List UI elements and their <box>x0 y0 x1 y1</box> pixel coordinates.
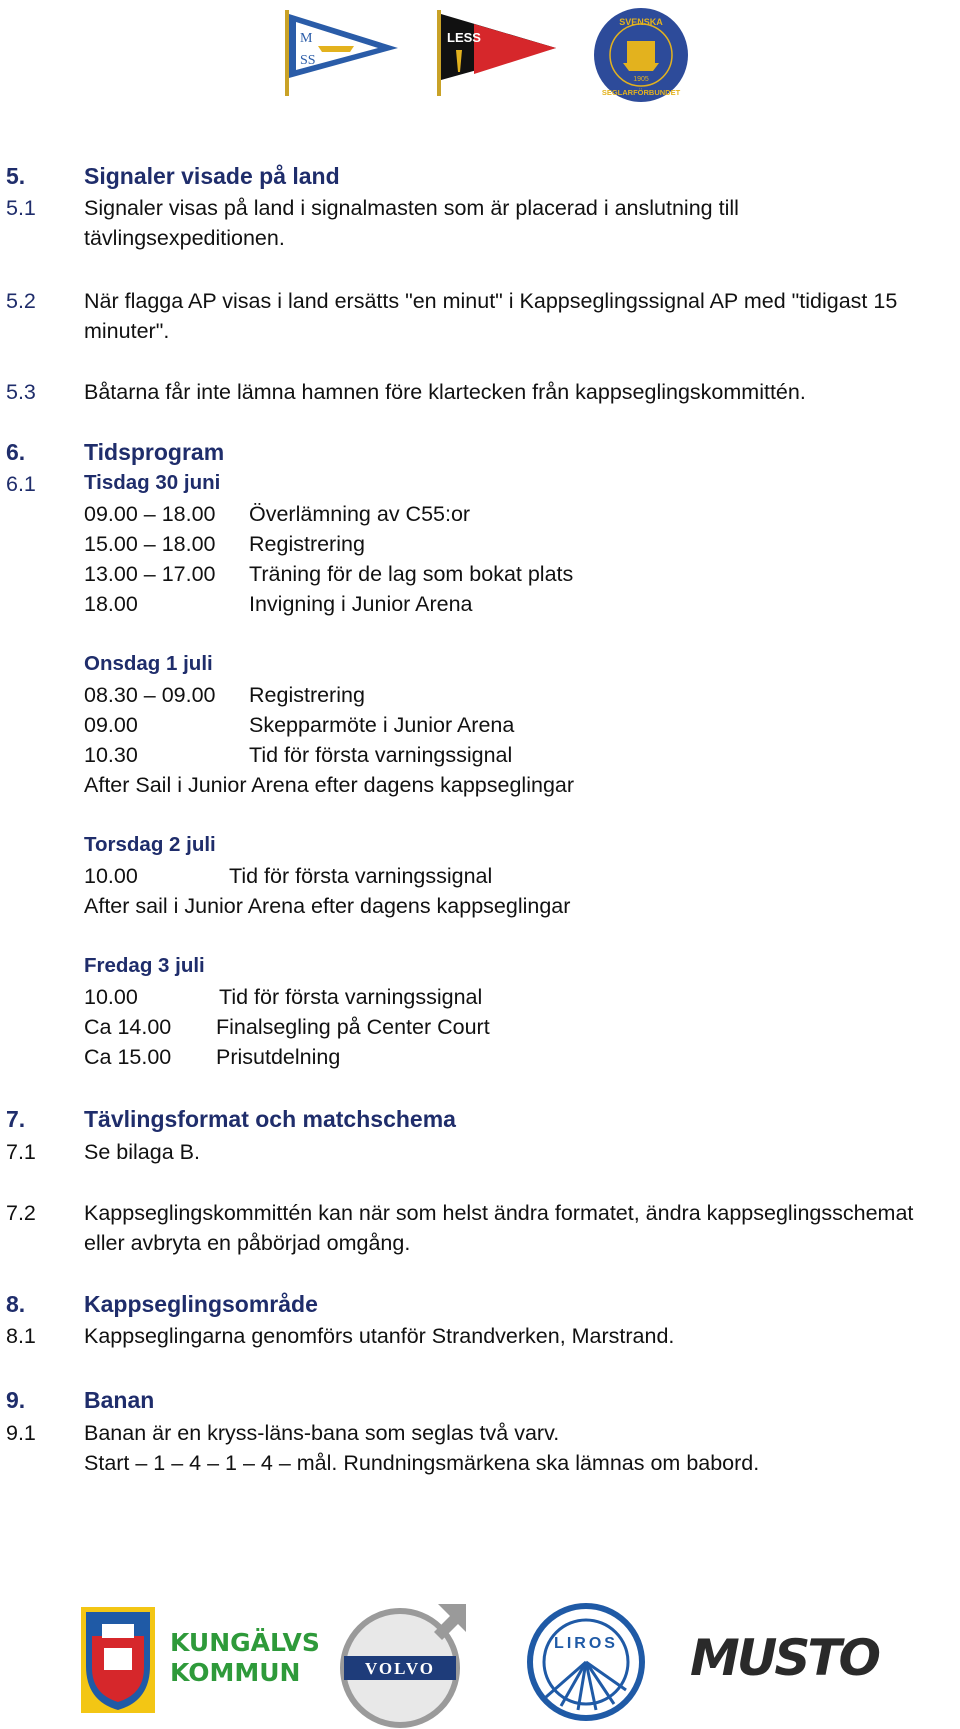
schedule-time: 08.30 – 09.00 <box>84 683 216 707</box>
schedule-activity: Tid för första varningssignal <box>249 743 513 767</box>
section-title: Banan <box>84 1387 155 1413</box>
svg-text:SS: SS <box>300 53 316 68</box>
schedule-activity: Finalsegling på Center Court <box>216 1015 490 1039</box>
day-heading: Torsdag 2 juli <box>84 833 216 856</box>
schedule-time: 13.00 – 17.00 <box>84 562 216 586</box>
less-burgee-logo <box>434 8 560 98</box>
volvo-logo <box>338 1602 468 1728</box>
liros-logo <box>526 1602 646 1722</box>
section-title: Tidsprogram <box>84 439 225 465</box>
less-burgee-text: LESS <box>447 30 481 45</box>
item-number: 8.1 <box>6 1324 36 1348</box>
schedule-time: 10.00 <box>84 864 138 888</box>
schedule-activity: Tid för första varningssignal <box>219 985 483 1009</box>
item-number: 5.2 <box>6 289 36 313</box>
schedule-activity: Invigning i Junior Arena <box>249 592 473 616</box>
section-title: Kappseglingsområde <box>84 1291 318 1317</box>
mss-burgee-text: M <box>300 31 313 46</box>
schedule-time: 09.00 – 18.00 <box>84 502 216 526</box>
section-number: 6. <box>6 439 26 465</box>
item-text: Kappseglingarna genomförs utanför Strandverken, Marstrand. <box>84 1324 675 1348</box>
schedule-time: 10.30 <box>84 743 138 767</box>
musto-logo: MUSTO <box>690 1629 878 1687</box>
day-heading: Tisdag 30 juni <box>84 471 221 494</box>
item-number: 6.1 <box>6 472 36 496</box>
day-heading: Fredag 3 juli <box>84 954 205 977</box>
item-text: minuter". <box>84 319 170 343</box>
header-logos <box>0 0 960 110</box>
section-title: Signaler visade på land <box>84 163 340 189</box>
kungalv-coat-of-arms <box>80 1606 156 1714</box>
schedule-activity: Registrering <box>249 532 365 556</box>
schedule-time: Ca 15.00 <box>84 1045 172 1069</box>
schedule-time: Ca 14.00 <box>84 1015 172 1039</box>
item-text: tävlingsexpeditionen. <box>84 226 285 250</box>
schedule-note: After Sail i Junior Arena efter dagens kappseglingar <box>84 773 575 797</box>
item-text: Båtarna får inte lämna hamnen före klartecken från kappseglingskommittén. <box>84 380 806 404</box>
kungalv-line1: KUNGÄLVS <box>170 1628 320 1657</box>
liros-text: LIROS <box>554 1635 618 1652</box>
item-text: Start – 1 – 4 – 1 – 4 – mål. Rundningsmärkena ska lämnas om babord. <box>84 1451 760 1475</box>
schedule-note: After sail i Junior Arena efter dagens kappseglingar <box>84 894 571 918</box>
volvo-text: VOLVO <box>364 1659 436 1678</box>
schedule-activity: Tid för första varningssignal <box>229 864 493 888</box>
item-text: När flagga AP visas i land ersätts "en minut" i Kappseglingssignal AP med "tidigast 15 <box>84 289 898 313</box>
item-text: Banan är en kryss-läns-bana som seglas två varv. <box>84 1421 560 1445</box>
svenska-seglarforbundet-seal <box>593 7 689 103</box>
schedule-activity: Skepparmöte i Junior Arena <box>249 713 515 737</box>
item-number: 5.3 <box>6 380 36 404</box>
svg-text:1905: 1905 <box>633 76 649 83</box>
item-text: Signaler visas på land i signalmasten som är placerad i anslutning till <box>84 196 739 220</box>
section-number: 9. <box>6 1387 26 1413</box>
svg-text:SEGLARFÖRBUNDET: SEGLARFÖRBUNDET <box>601 88 681 97</box>
item-number: 9.1 <box>6 1421 36 1445</box>
sponsor-logos <box>0 1590 960 1729</box>
item-text: Se bilaga B. <box>84 1140 200 1164</box>
kungalv-kommun-text <box>170 1628 320 1688</box>
section-number: 8. <box>6 1291 26 1317</box>
kungalv-line2: KOMMUN <box>170 1658 301 1687</box>
schedule-time: 10.00 <box>84 985 138 1009</box>
section-number: 5. <box>6 163 26 189</box>
item-number: 7.2 <box>6 1201 36 1225</box>
schedule-time: 15.00 – 18.00 <box>84 532 216 556</box>
schedule-time: 09.00 <box>84 713 138 737</box>
item-text: Kappseglingskommittén kan när som helst ändra formatet, ändra kappseglingsschemat <box>84 1201 914 1225</box>
section-number: 7. <box>6 1106 26 1132</box>
schedule-time: 18.00 <box>84 592 138 616</box>
schedule-activity: Träning för de lag som bokat plats <box>249 562 574 586</box>
day-heading: Onsdag 1 juli <box>84 652 213 675</box>
mss-burgee-logo <box>282 8 402 98</box>
item-number: 5.1 <box>6 196 36 220</box>
item-number: 7.1 <box>6 1140 36 1164</box>
svg-text:SVENSKA: SVENSKA <box>619 17 663 27</box>
item-text: eller avbryta en påbörjad omgång. <box>84 1231 411 1255</box>
schedule-activity: Överlämning av C55:or <box>249 502 471 526</box>
schedule-activity: Prisutdelning <box>216 1045 341 1069</box>
schedule-activity: Registrering <box>249 683 365 707</box>
section-title: Tävlingsformat och matchschema <box>84 1106 456 1132</box>
